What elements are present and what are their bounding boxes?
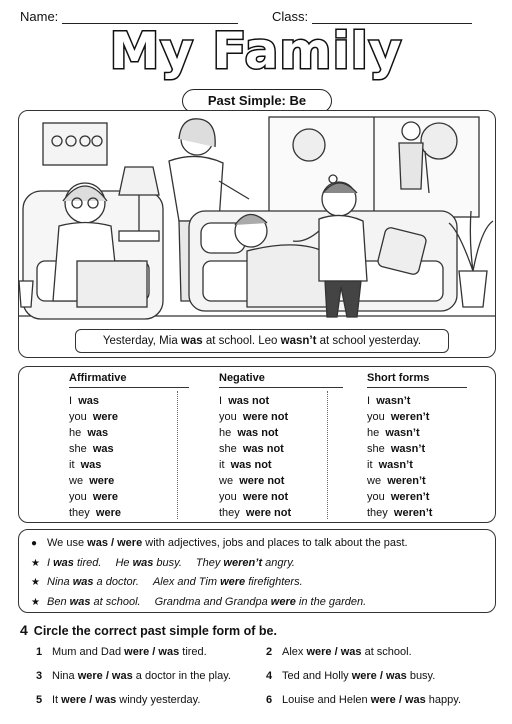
verb-form: was not [242, 443, 284, 455]
blanket [77, 261, 147, 307]
exercise-item [36, 692, 200, 708]
affirmative-row [69, 505, 189, 521]
negative-row [219, 505, 343, 521]
rule-was: was [87, 537, 108, 549]
bullet-icon: ● [31, 538, 38, 549]
rule-text: We use [47, 537, 85, 549]
usage-rules [18, 529, 496, 613]
negative-row [219, 409, 343, 425]
item-subject: Nina [52, 670, 78, 682]
scene-caption [75, 329, 449, 353]
item-rest: a doctor in the play. [132, 670, 231, 682]
item-subject: Ted and Holly [282, 670, 352, 682]
verb-form: weren’t [393, 507, 433, 519]
verb-form: were [95, 507, 121, 519]
verb-form: were [92, 491, 118, 503]
exercise-item [36, 644, 207, 660]
pronoun: I [69, 395, 73, 407]
example-subject: Nina [47, 576, 73, 588]
negative-header: Negative [219, 372, 343, 388]
pronoun: it [219, 459, 225, 471]
pronoun: they [219, 507, 240, 519]
caption-was: was [180, 335, 203, 347]
example-sentence [155, 593, 367, 613]
answer-choices[interactable]: were / was [77, 670, 133, 682]
example-rest: tired. [73, 556, 102, 569]
star-icon: ★ [31, 557, 40, 569]
grandpa-body [399, 143, 423, 189]
example-verb: was [53, 556, 74, 569]
example-sentence [115, 554, 181, 574]
pronoun: we [69, 475, 84, 487]
affirmative-row [69, 425, 189, 441]
pronoun: he [367, 427, 380, 439]
caption-pre: Yesterday, Mia [102, 335, 181, 347]
example-rest: in the garden. [295, 595, 367, 608]
pronoun: we [367, 475, 382, 487]
grammar-table [18, 366, 496, 523]
pronoun: they [69, 507, 90, 519]
pronoun: he [69, 427, 82, 439]
negative-row [219, 393, 343, 409]
verb-form: was not [237, 427, 279, 439]
verb-form: were not [239, 475, 285, 487]
pronoun: you [219, 491, 237, 503]
item-subject: Louise and Helen [282, 694, 371, 706]
example-subject: I [47, 556, 54, 569]
item-number: 2 [266, 646, 273, 658]
pronoun: you [219, 411, 237, 423]
example-subject: Grandma and Grandpa [154, 595, 271, 608]
item-number: 6 [266, 694, 273, 706]
negative-row [219, 457, 343, 473]
answer-choices[interactable]: were / was [351, 670, 407, 682]
affirmative-row [69, 441, 189, 457]
short-forms-column [367, 372, 467, 521]
star-icon: ★ [31, 577, 40, 588]
example-verb: weren’t [223, 556, 263, 569]
exercise-title [20, 622, 277, 638]
item-number: 1 [36, 646, 43, 658]
affirmative-row [69, 393, 189, 409]
doctor-coat [319, 215, 367, 281]
answer-choices[interactable]: were / was [306, 646, 362, 658]
pronoun: it [367, 459, 373, 471]
name-label: Name: [20, 9, 59, 24]
pronoun: I [367, 395, 371, 407]
lamp [119, 167, 159, 195]
pronoun: we [219, 475, 234, 487]
short-forms-header: Short forms [367, 372, 467, 388]
star-icon: ★ [31, 596, 40, 608]
short-row [367, 489, 467, 505]
example-sentence [47, 593, 141, 613]
living-room-drawing [19, 111, 496, 358]
example-verb: were [220, 576, 246, 588]
example-sentence [47, 573, 139, 593]
caption-wasnt: wasn’t [280, 335, 317, 347]
pronoun: she [69, 443, 87, 455]
item-rest: at school. [361, 646, 412, 658]
column-divider [327, 391, 328, 519]
plant-pot [459, 271, 487, 307]
example-line [31, 554, 483, 574]
example-verb: was [72, 576, 94, 588]
item-number: 4 [266, 670, 273, 682]
verb-form: was [78, 395, 99, 407]
affirmative-column [69, 372, 189, 521]
answer-choices[interactable]: were / was [370, 694, 426, 706]
class-label: Class: [272, 9, 309, 24]
answer-choices[interactable]: were / was [124, 646, 180, 658]
caption-mid: at school. Leo [202, 335, 281, 347]
rule-slash: / [107, 537, 118, 549]
example-sentence [153, 573, 303, 593]
example-subject: Alex and Tim [152, 576, 221, 588]
verb-form: weren’t [390, 411, 430, 423]
pronoun: you [367, 411, 385, 423]
item-rest: windy yesterday. [116, 694, 201, 706]
pronoun: I [219, 395, 223, 407]
verb-form: were [92, 411, 118, 423]
example-rest: busy. [153, 556, 182, 569]
pronoun: he [219, 427, 232, 439]
exercise-item [36, 668, 231, 684]
example-rest: a doctor. [93, 576, 139, 588]
exercise-item [266, 668, 435, 684]
example-verb: were [270, 595, 296, 608]
verb-form: wasn’t [390, 443, 426, 455]
verb-form: wasn’t [376, 395, 411, 407]
negative-row [219, 425, 343, 441]
pronoun: you [367, 491, 385, 503]
usage-rule [31, 534, 483, 554]
negative-row [219, 473, 343, 489]
grandpa-head [402, 122, 420, 140]
example-rest: firefighters. [245, 576, 303, 588]
item-subject: It [52, 694, 62, 706]
exercise-instructions: Circle the correct past simple form of be. [33, 624, 277, 638]
short-row [367, 393, 467, 409]
item-rest: tired. [179, 646, 207, 658]
negative-row [219, 441, 343, 457]
page-subtitle: Past Simple: Be [182, 89, 332, 113]
pronoun: you [69, 491, 87, 503]
item-rest: happy. [425, 694, 462, 706]
verb-form: were [89, 475, 115, 487]
item-rest: busy. [406, 670, 436, 682]
short-row [367, 505, 467, 521]
verb-form: was [80, 459, 102, 471]
column-divider [177, 391, 178, 519]
rule-text-end: with adjectives, jobs and places to talk about the past. [145, 537, 408, 549]
affirmative-row [69, 409, 189, 425]
short-row [367, 409, 467, 425]
affirmative-header: Affirmative [69, 372, 189, 388]
item-number: 3 [36, 670, 43, 682]
short-row [367, 457, 467, 473]
pronoun: they [367, 507, 388, 519]
verb-form: were not [242, 411, 289, 423]
example-rest: at school. [90, 595, 141, 608]
affirmative-row [69, 457, 189, 473]
verb-form: wasn’t [378, 459, 413, 471]
page-title: My Family [109, 22, 403, 80]
caption-post: at school yesterday. [316, 335, 422, 347]
negative-column [219, 372, 343, 521]
example-line [31, 593, 483, 613]
verb-form: weren’t [390, 491, 430, 503]
answer-choices[interactable]: were / was [61, 694, 117, 706]
pronoun: you [69, 411, 87, 423]
negative-row [219, 489, 343, 505]
example-verb: was [132, 556, 154, 569]
example-sentence [47, 554, 101, 574]
item-subject: Mum and Dad [52, 646, 125, 658]
example-line [31, 573, 483, 593]
verb-form: wasn’t [385, 427, 420, 439]
verb-form: was [87, 427, 109, 439]
verb-form: was [92, 443, 114, 455]
verb-form: were not [245, 507, 292, 519]
verb-form: was not [228, 395, 270, 407]
verb-form: was not [230, 459, 272, 471]
example-rest: angry. [262, 556, 295, 569]
rule-were: were [117, 537, 143, 549]
exercise-item [266, 692, 461, 708]
short-row [367, 441, 467, 457]
item-subject: Alex [282, 646, 307, 658]
verb-form: were not [242, 491, 289, 503]
pronoun: she [219, 443, 237, 455]
short-row [367, 425, 467, 441]
item-number: 5 [36, 694, 43, 706]
exercise-number: 4 [20, 622, 28, 638]
example-verb: was [69, 595, 91, 608]
affirmative-row [69, 473, 189, 489]
pronoun: she [367, 443, 385, 455]
example-subject: They [195, 556, 224, 569]
family-illustration [18, 110, 496, 358]
pronoun: it [69, 459, 75, 471]
example-subject: Ben [47, 595, 70, 608]
affirmative-row [69, 489, 189, 505]
verb-form: weren’t [387, 475, 426, 487]
example-sentence [196, 554, 295, 574]
exercise-item [266, 644, 412, 660]
example-subject: He [115, 556, 133, 569]
short-row [367, 473, 467, 489]
